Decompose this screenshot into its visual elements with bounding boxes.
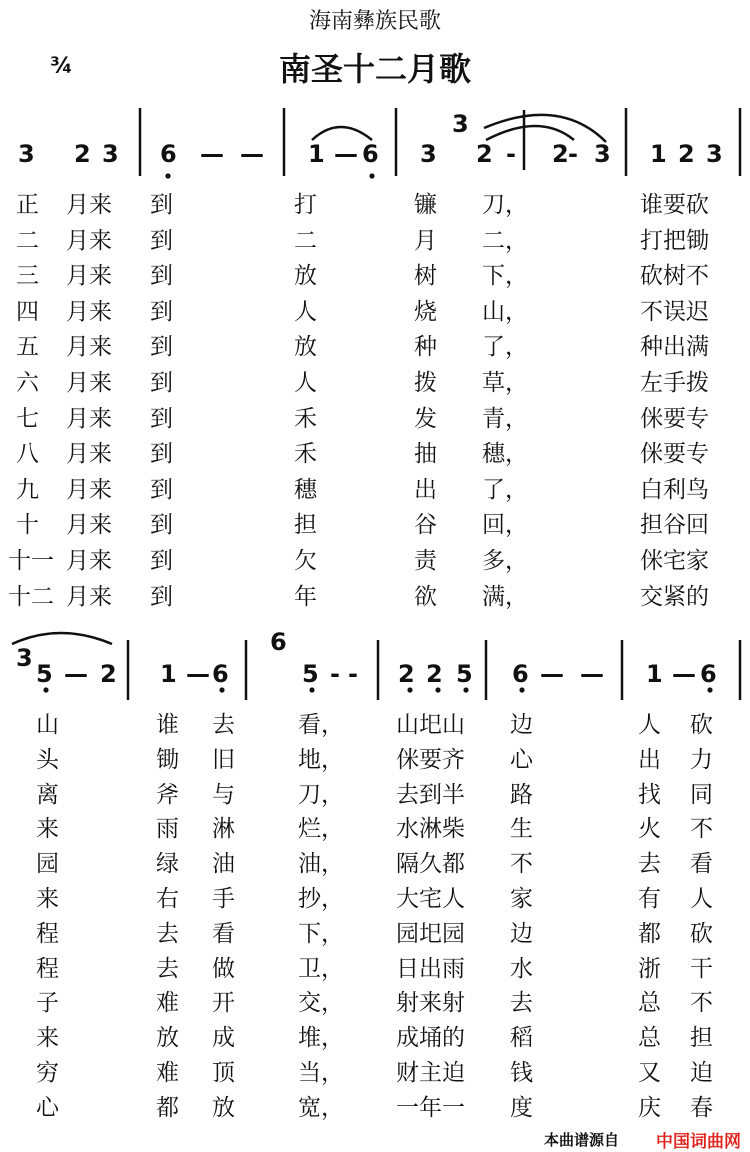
lyric-syllable: 日出雨 <box>396 955 465 982</box>
note: — <box>580 660 604 688</box>
lyric-syllable: 山， <box>482 298 528 325</box>
lyric-syllable: 找 <box>638 781 661 808</box>
lyric-syllable: 离 <box>36 781 59 808</box>
lyric-syllable: 打把锄 <box>640 227 709 254</box>
lyric-syllable: 月来 <box>66 476 112 503</box>
lyric-syllable: 去 <box>510 990 533 1017</box>
lyric-syllable: 了， <box>482 476 528 503</box>
lyric-syllable: 禾 <box>294 405 317 432</box>
lyric-syllable: 子 <box>36 990 59 1017</box>
lyric-syllable: 边 <box>510 712 533 738</box>
octave-dot <box>707 687 712 692</box>
lyric-syllable: 下， <box>298 920 344 947</box>
lyric-syllable: 发 <box>414 405 437 432</box>
lyric-syllable: 绿 <box>156 851 179 878</box>
lyric-syllable: 人 <box>638 712 661 738</box>
lyric-syllable: 卫， <box>298 955 344 982</box>
lyric-syllable: 火 <box>638 816 661 843</box>
lyric-syllable: 交紧的 <box>640 583 709 610</box>
lyric-syllable: 淋 <box>212 816 235 843</box>
lyric-syllable: 难 <box>156 1060 179 1086</box>
lyric-syllable: 穷 <box>36 1060 59 1086</box>
lyric-syllable: 责 <box>414 548 437 574</box>
lyric-syllable: 程 <box>36 955 59 982</box>
lyric-syllable: 二， <box>482 227 528 254</box>
note: 2 <box>426 660 443 688</box>
note: — <box>200 140 224 168</box>
lyric-syllable: 当， <box>298 1060 344 1086</box>
lyric-syllable: 担 <box>690 1025 713 1052</box>
lyric-syllable: 一年一 <box>396 1094 465 1121</box>
lyric-syllable: 放 <box>294 263 317 290</box>
lyric-syllable: 园 <box>36 851 59 878</box>
lyric-syllable: 力 <box>690 746 713 773</box>
lyric-syllable: 去 <box>638 851 661 878</box>
lyric-syllable: 做 <box>212 955 235 982</box>
lyric-syllable: 二 <box>16 227 39 254</box>
lyric-syllable: 九 <box>16 476 39 503</box>
lyric-syllable: 到 <box>150 548 173 574</box>
lyric-syllable: 头 <box>36 746 59 773</box>
lyric-syllable: 成 <box>212 1025 235 1052</box>
lyric-syllable: 担谷回 <box>640 512 709 539</box>
lyric-syllable: 月来 <box>66 441 112 468</box>
lyric-syllable: 侎要专 <box>640 405 709 432</box>
slur <box>312 127 372 140</box>
lyric-syllable: 钱 <box>510 1060 533 1086</box>
octave-dot <box>165 173 170 178</box>
note: 5 <box>36 660 53 688</box>
lyric-syllable: 斧 <box>156 781 179 808</box>
lyric-syllable: 拨 <box>414 370 437 396</box>
lyric-syllable: 镰 <box>414 192 437 218</box>
note: 2 <box>74 140 91 168</box>
note: - <box>348 660 358 688</box>
note: 6 <box>212 660 229 688</box>
note: 2 <box>476 140 493 168</box>
lyric-syllable: 手 <box>212 886 235 912</box>
lyric-syllable: 人 <box>294 298 317 325</box>
lyric-syllable: 到 <box>150 334 173 361</box>
lyric-syllable: 十一 <box>8 548 54 574</box>
lyric-syllable: 旧 <box>212 746 235 773</box>
lyric-syllable: 来 <box>36 816 59 843</box>
lyric-syllable: 顶 <box>212 1060 235 1086</box>
lyric-syllable: 到 <box>150 192 173 218</box>
note: 6 <box>700 660 717 688</box>
note: - <box>568 140 578 168</box>
note: 6 <box>512 660 529 688</box>
note: 1 <box>650 140 667 168</box>
slur <box>484 115 606 142</box>
lyric-syllable: 心 <box>510 746 533 773</box>
lyric-syllable: 多， <box>482 548 528 574</box>
lyric-syllable: 青， <box>482 405 528 432</box>
lyric-syllable: 月来 <box>66 370 112 396</box>
lyric-syllable: 三 <box>16 263 39 290</box>
lyric-syllable: 了， <box>482 334 528 361</box>
lyric-syllable: 烧 <box>414 298 437 325</box>
lyric-syllable: 边 <box>510 920 533 947</box>
note: 2 <box>552 140 569 168</box>
lyric-syllable: 人 <box>690 886 713 912</box>
lyric-syllable: 担 <box>294 512 317 539</box>
lyric-syllable: 成埇的 <box>396 1025 465 1052</box>
site-name: 中国词曲网 <box>656 1132 741 1152</box>
lyric-syllable: 月来 <box>66 192 112 218</box>
lyric-syllable: 大宅人 <box>396 886 465 912</box>
lyric-syllable: 砍树不 <box>640 263 709 290</box>
note: 6 <box>362 140 379 168</box>
lyric-syllable: 人 <box>294 370 317 396</box>
lyric-syllable: 月来 <box>66 583 112 610</box>
note: 1 <box>308 140 325 168</box>
note: 1 <box>160 660 177 688</box>
note: — <box>540 660 564 688</box>
lyric-syllable: 生 <box>510 816 533 843</box>
source-note: 本曲谱源自 <box>544 1131 620 1149</box>
lyric-syllable: 干 <box>690 955 713 982</box>
lyric-syllable: 与 <box>212 781 235 808</box>
lyric-syllable: 年 <box>294 583 317 610</box>
octave-dot <box>463 687 468 692</box>
note: 3 <box>102 140 119 168</box>
lyric-syllable: 六 <box>16 370 39 396</box>
lyric-syllable: 下， <box>482 263 528 290</box>
note: 1 <box>646 660 663 688</box>
lyric-syllable: 到 <box>150 227 173 254</box>
lyric-syllable: 月来 <box>66 334 112 361</box>
lyric-syllable: 锄 <box>156 746 179 773</box>
lyric-syllable: 谁要砍 <box>640 192 709 218</box>
lyric-syllable: 欲 <box>414 583 437 610</box>
lyric-syllable: 来 <box>36 1025 59 1052</box>
lyric-syllable: 稻 <box>510 1025 533 1052</box>
lyric-syllable: 月来 <box>66 405 112 432</box>
lyric-syllable: 不 <box>690 816 713 843</box>
lyric-syllable: 到 <box>150 263 173 290</box>
lyric-syllable: 月来 <box>66 548 112 574</box>
lyric-syllable: 不误迟 <box>640 298 709 325</box>
lyric-syllable: 月来 <box>66 298 112 325</box>
grace-note: 3 <box>452 110 469 138</box>
octave-dot <box>519 687 524 692</box>
lyric-syllable: 去 <box>212 712 235 738</box>
lyric-syllable: 白利鸟 <box>640 476 709 503</box>
lyric-syllable: 禾 <box>294 441 317 468</box>
lyric-syllable: 水淋柴 <box>396 816 465 843</box>
lyric-syllable: 到 <box>150 441 173 468</box>
lyric-syllable: 放 <box>212 1094 235 1121</box>
lyric-syllable: 侎要齐 <box>396 746 465 773</box>
note: - <box>330 660 340 688</box>
lyric-syllable: 去 <box>156 920 179 947</box>
lyric-syllable: 谁 <box>156 712 179 738</box>
note: — <box>334 140 358 168</box>
slur <box>12 633 112 644</box>
lyric-syllable: 到 <box>150 405 173 432</box>
lyric-syllable: 家 <box>510 886 533 912</box>
lyric-syllable: 月来 <box>66 263 112 290</box>
lyric-syllable: 穗 <box>294 476 317 503</box>
lyric-syllable: 草， <box>482 370 528 396</box>
lyric-syllable: 十二 <box>8 583 54 610</box>
lyric-syllable: 刀， <box>482 192 528 218</box>
lyric-syllable: 雨 <box>156 816 179 843</box>
lyric-syllable: 看， <box>298 712 344 738</box>
lyric-syllable: 路 <box>510 781 533 808</box>
note: 3 <box>420 140 437 168</box>
lyric-syllable: 春 <box>690 1094 713 1121</box>
octave-dot <box>219 687 224 692</box>
note: 3 <box>18 140 35 168</box>
lyric-syllable: 迫 <box>690 1060 713 1086</box>
lyric-syllable: 水 <box>510 955 533 982</box>
lyric-syllable: 总 <box>638 1025 661 1052</box>
lyric-syllable: 谷 <box>414 512 437 539</box>
lyric-syllable: 不 <box>690 990 713 1017</box>
lyric-syllable: 左手拨 <box>640 370 709 396</box>
note: - <box>506 140 516 168</box>
lyric-syllable: 隔久都 <box>396 851 465 878</box>
lyric-syllable: 到 <box>150 370 173 396</box>
lyric-syllable: 又 <box>638 1060 661 1086</box>
lyric-syllable: 刀， <box>298 781 344 808</box>
lyric-syllable: 园圯园 <box>396 920 465 947</box>
lyric-syllable: 回， <box>482 512 528 539</box>
lyric-syllable: 射来射 <box>396 990 465 1017</box>
lyric-syllable: 七 <box>16 405 39 432</box>
note: 2 <box>678 140 695 168</box>
lyric-syllable: 财主迫 <box>396 1060 465 1086</box>
lyric-syllable: 油， <box>298 851 344 878</box>
note: — <box>240 140 264 168</box>
lyric-syllable: 心 <box>36 1094 59 1121</box>
lyric-syllable: 放 <box>156 1025 179 1052</box>
note: 6 <box>160 140 177 168</box>
lyric-syllable: 庆 <box>638 1094 661 1121</box>
lyric-syllable: 欠 <box>294 548 317 574</box>
lyric-syllable: 交， <box>298 990 344 1017</box>
lyric-syllable: 到 <box>150 512 173 539</box>
lyric-syllable: 月来 <box>66 227 112 254</box>
song-title: 南圣十二月歌 <box>278 50 471 88</box>
lyric-syllable: 出 <box>414 476 437 503</box>
lyric-syllable: 放 <box>294 334 317 361</box>
lyric-syllable: 四 <box>16 298 39 325</box>
lyric-syllable: 穗， <box>482 441 528 468</box>
lyric-syllable: 山圯山 <box>396 712 465 738</box>
octave-dot <box>309 687 314 692</box>
lyric-syllable: 月 <box>414 227 437 254</box>
lyric-syllable: 抽 <box>414 441 437 468</box>
lyric-syllable: 堆， <box>298 1025 344 1052</box>
octave-dot <box>435 687 440 692</box>
lyric-syllable: 五 <box>16 334 39 361</box>
lyric-syllable: 侎要专 <box>640 441 709 468</box>
lyric-syllable: 难 <box>156 990 179 1017</box>
lyric-syllable: 总 <box>638 990 661 1017</box>
note: — <box>672 660 696 688</box>
song-subtitle: 海南彝族民歌 <box>308 9 441 34</box>
lyric-syllable: 不 <box>510 851 533 878</box>
lyric-syllable: 都 <box>156 1094 179 1121</box>
lyric-syllable: 到 <box>150 476 173 503</box>
grace-note: 6 <box>270 628 287 656</box>
lyric-syllable: 砍 <box>690 920 713 947</box>
lyric-syllable: 油 <box>212 851 235 878</box>
lyric-syllable: 浙 <box>638 955 661 982</box>
note: 2 <box>398 660 415 688</box>
lyric-syllable: 山 <box>36 712 59 738</box>
lyric-syllable: 到 <box>150 298 173 325</box>
grace-note: 3 <box>16 644 33 672</box>
lyric-syllable: 八 <box>16 441 39 468</box>
lyric-syllable: 右 <box>156 886 179 912</box>
lyric-syllable: 地， <box>298 746 344 773</box>
time-signature: ¾ <box>50 54 73 79</box>
note: 5 <box>456 660 473 688</box>
note: — <box>186 660 210 688</box>
lyric-syllable: 出 <box>638 746 661 773</box>
note: 5 <box>302 660 319 688</box>
lyric-syllable: 有 <box>638 886 661 912</box>
lyric-syllable: 抄， <box>298 886 344 912</box>
lyric-syllable: 同 <box>690 781 713 808</box>
lyric-syllable: 砍 <box>690 712 713 738</box>
lyric-syllable: 看 <box>212 920 235 947</box>
note: 3 <box>706 140 723 168</box>
lyric-syllable: 都 <box>638 920 661 947</box>
lyric-syllable: 去 <box>156 955 179 982</box>
lyric-syllable: 程 <box>36 920 59 947</box>
note: — <box>64 660 88 688</box>
lyric-syllable: 度 <box>510 1094 533 1121</box>
octave-dot <box>43 687 48 692</box>
note: 3 <box>594 140 611 168</box>
lyric-syllable: 二 <box>294 227 317 254</box>
lyric-syllable: 看 <box>690 851 713 878</box>
lyric-syllable: 到 <box>150 583 173 610</box>
lyric-syllable: 烂， <box>298 816 344 843</box>
octave-dot <box>407 687 412 692</box>
lyric-syllable: 来 <box>36 886 59 912</box>
lyric-syllable: 正 <box>16 192 39 218</box>
lyric-syllable: 侎宅家 <box>640 548 709 574</box>
lyric-syllable: 种出满 <box>640 334 709 361</box>
lyric-syllable: 月来 <box>66 512 112 539</box>
lyric-syllable: 十 <box>16 512 39 539</box>
lyric-syllable: 开 <box>212 990 235 1017</box>
lyric-syllable: 种 <box>414 334 437 361</box>
lyric-syllable: 去到半 <box>396 781 465 808</box>
slur <box>486 126 574 140</box>
lyric-syllable: 打 <box>294 192 317 218</box>
octave-dot <box>369 173 374 178</box>
lyric-syllable: 宽， <box>298 1094 344 1121</box>
lyric-syllable: 树 <box>414 263 437 290</box>
note: 2 <box>100 660 117 688</box>
lyric-syllable: 满， <box>482 583 528 610</box>
